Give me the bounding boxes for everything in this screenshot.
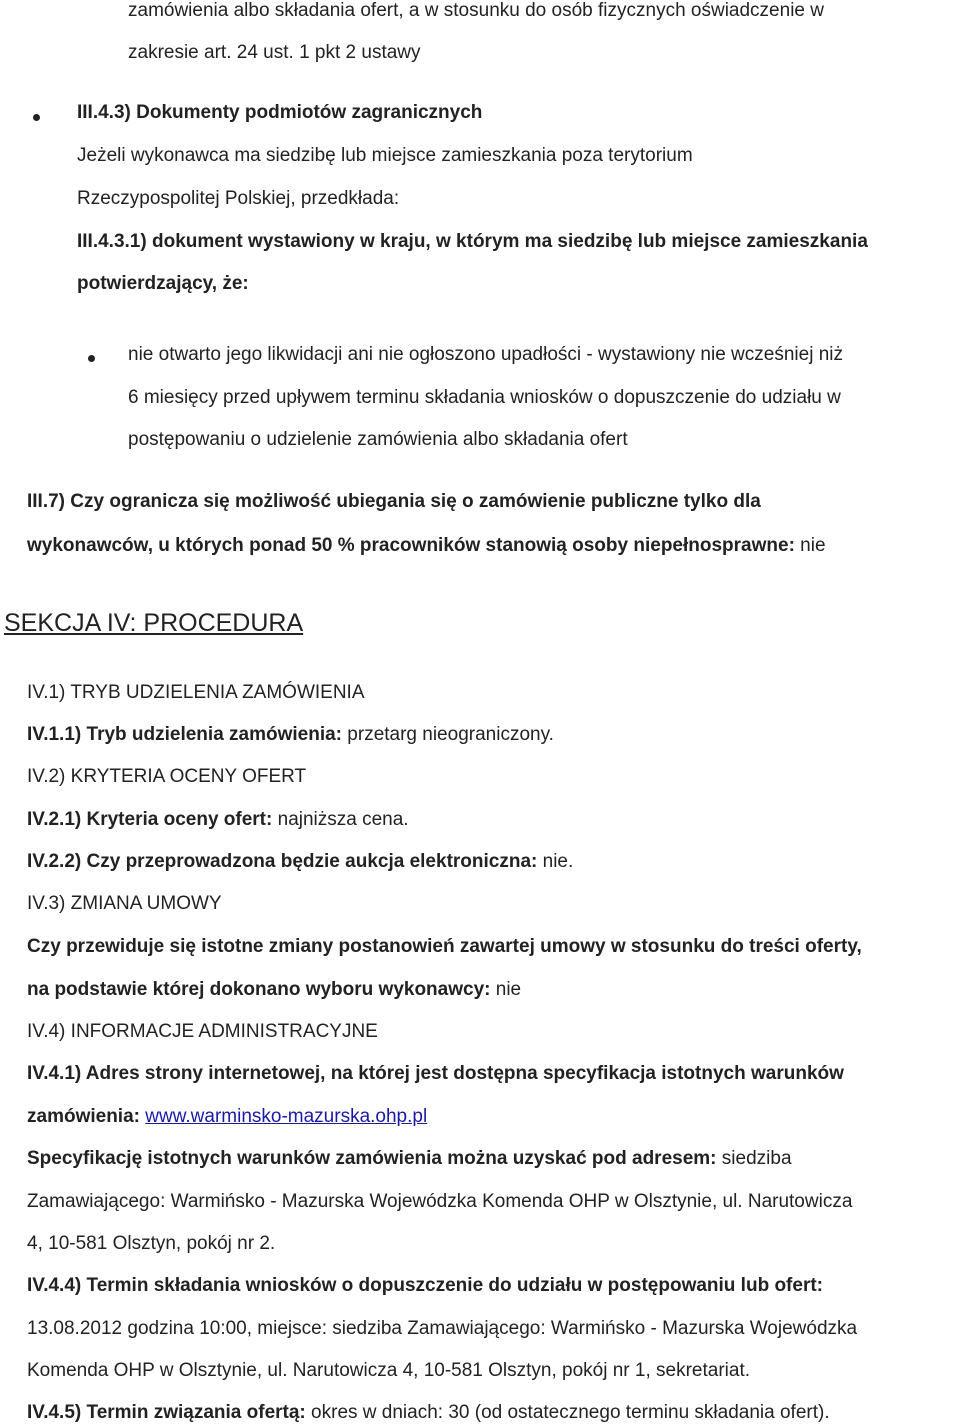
section-iv-3-answer: nie [490, 979, 522, 1000]
section-iv-2-2 [27, 851, 573, 873]
section-iv-4-4-line-2: 13.08.2012 godzina 10:00, miejsce: siedziba Zamawiającego: Warmińsko - Mazurska Wojewódzka [27, 1318, 858, 1339]
section-iii-7-answer: nie [794, 535, 826, 556]
specification-address-line-2: Zamawiającego: Warmińsko - Mazurska Wojewódzka Komenda OHP w Olsztynie, ul. Narutowicza [27, 1191, 853, 1212]
section-iii-4-3-1-line-1: III.4.3.1) dokument wystawiony w kraju, w którym ma siedzibę lub miejsce zamieszkania [77, 231, 868, 252]
section-iv-4-5-label: IV.4.5) Termin związania ofertą: [27, 1402, 306, 1423]
section-iv-1-1-value: przetarg nieograniczony. [342, 724, 554, 745]
section-iv-2-1-label: IV.2.1) Kryteria oceny ofert: [27, 809, 273, 830]
section-iv-3-line-2 [27, 979, 521, 1001]
specification-address-line-3: 4, 10-581 Olsztyn, pokój nr 2. [27, 1233, 276, 1254]
section-iii-7-question: wykonawców, u których ponad 50 % pracowników stanowią osoby niepełnosprawne: [27, 535, 795, 556]
section-iv-4-1-label: zamówienia: [27, 1106, 140, 1127]
section-iv-3-line-1: Czy przewiduje się istotne zmiany postanowień zawartej umowy w stosunku do treści oferty, [27, 936, 862, 957]
section-iii-4-3-line-1: Jeżeli wykonawca ma siedzibę lub miejsce zamieszkania poza terytorium [77, 145, 693, 166]
section-iv-1-1 [27, 724, 554, 746]
section-iv-2-1 [27, 809, 409, 831]
section-iv-4-1-line-1: IV.4.1) Adres strony internetowej, na której jest dostępna specyfikacja istotnych warunków [27, 1063, 844, 1084]
section-iv-4-4-line-3: Komenda OHP w Olsztynie, ul. Narutowicza 4, 10-581 Olsztyn, pokój nr 1, sekretariat. [27, 1360, 751, 1381]
specification-address-value: siedziba [716, 1148, 792, 1169]
section-iv-2-2-label: IV.2.2) Czy przeprowadzona będzie aukcja elektroniczna: [27, 851, 538, 872]
specification-website-link[interactable]: www.warminsko-mazurska.ohp.pl [145, 1106, 428, 1127]
section-iv-2-2-value: nie. [537, 851, 574, 872]
section-iv-3-question: na podstawie której dokonano wyboru wykonawcy: [27, 979, 491, 1000]
section-iii-7-line-1: III.7) Czy ogranicza się możliwość ubiegania się o zamówienie publiczne tylko dla [27, 491, 761, 512]
section-iv-1-1-label: IV.1.1) Tryb udzielenia zamówienia: [27, 724, 343, 745]
intro-line-1: zamówienia albo składania ofert, a w stosunku do osób fizycznych oświadczenie w [128, 0, 824, 21]
section-iv-4-1-line-2 [27, 1106, 427, 1128]
section-iv-4-title: IV.4) INFORMACJE ADMINISTRACYJNE [27, 1021, 378, 1042]
section-iii-4-3-line-2: Rzeczypospolitej Polskiej, przedkłada: [77, 188, 400, 209]
section-iii-7-line-2 [27, 535, 826, 557]
section-iii-4-3-1-line-2: potwierdzający, że: [77, 273, 249, 294]
section-iv-1-title: IV.1) TRYB UDZIELENIA ZAMÓWIENIA [27, 682, 365, 703]
bullet-icon [88, 355, 95, 362]
intro-line-2: zakresie art. 24 ust. 1 pkt 2 ustawy [128, 42, 421, 63]
section-heading: SEKCJA IV: PROCEDURA [4, 609, 304, 637]
specification-address-line-1 [27, 1148, 792, 1170]
section-iv-4-5 [27, 1402, 830, 1424]
section-iv-4-4-title: IV.4.4) Termin składania wniosków o dopuszczenie do udziału w postępowaniu lub ofert: [27, 1275, 823, 1296]
bullet-item-line-2: 6 miesięcy przed upływem terminu składania wniosków o dopuszczenie do udziału w [128, 387, 841, 408]
bullet-item-line-1: nie otwarto jego likwidacji ani nie ogłoszono upadłości - wystawiony nie wcześniej niż [128, 344, 843, 365]
bullet-icon [33, 114, 40, 121]
section-iv-2-1-value: najniższa cena. [272, 809, 409, 830]
specification-address-label: Specyfikację istotnych warunków zamówienia można uzyskać pod adresem: [27, 1148, 717, 1169]
section-iv-4-5-value: okres w dniach: 30 (od ostatecznego terminu składania ofert). [305, 1402, 830, 1423]
section-iv-2-title: IV.2) KRYTERIA OCENY OFERT [27, 766, 307, 787]
section-iii-4-3-title: III.4.3) Dokumenty podmiotów zagranicznych [77, 102, 483, 123]
section-iv-3-title: IV.3) ZMIANA UMOWY [27, 893, 222, 914]
bullet-item-line-3: postępowaniu o udzielenie zamówienia albo składania ofert [128, 429, 628, 450]
